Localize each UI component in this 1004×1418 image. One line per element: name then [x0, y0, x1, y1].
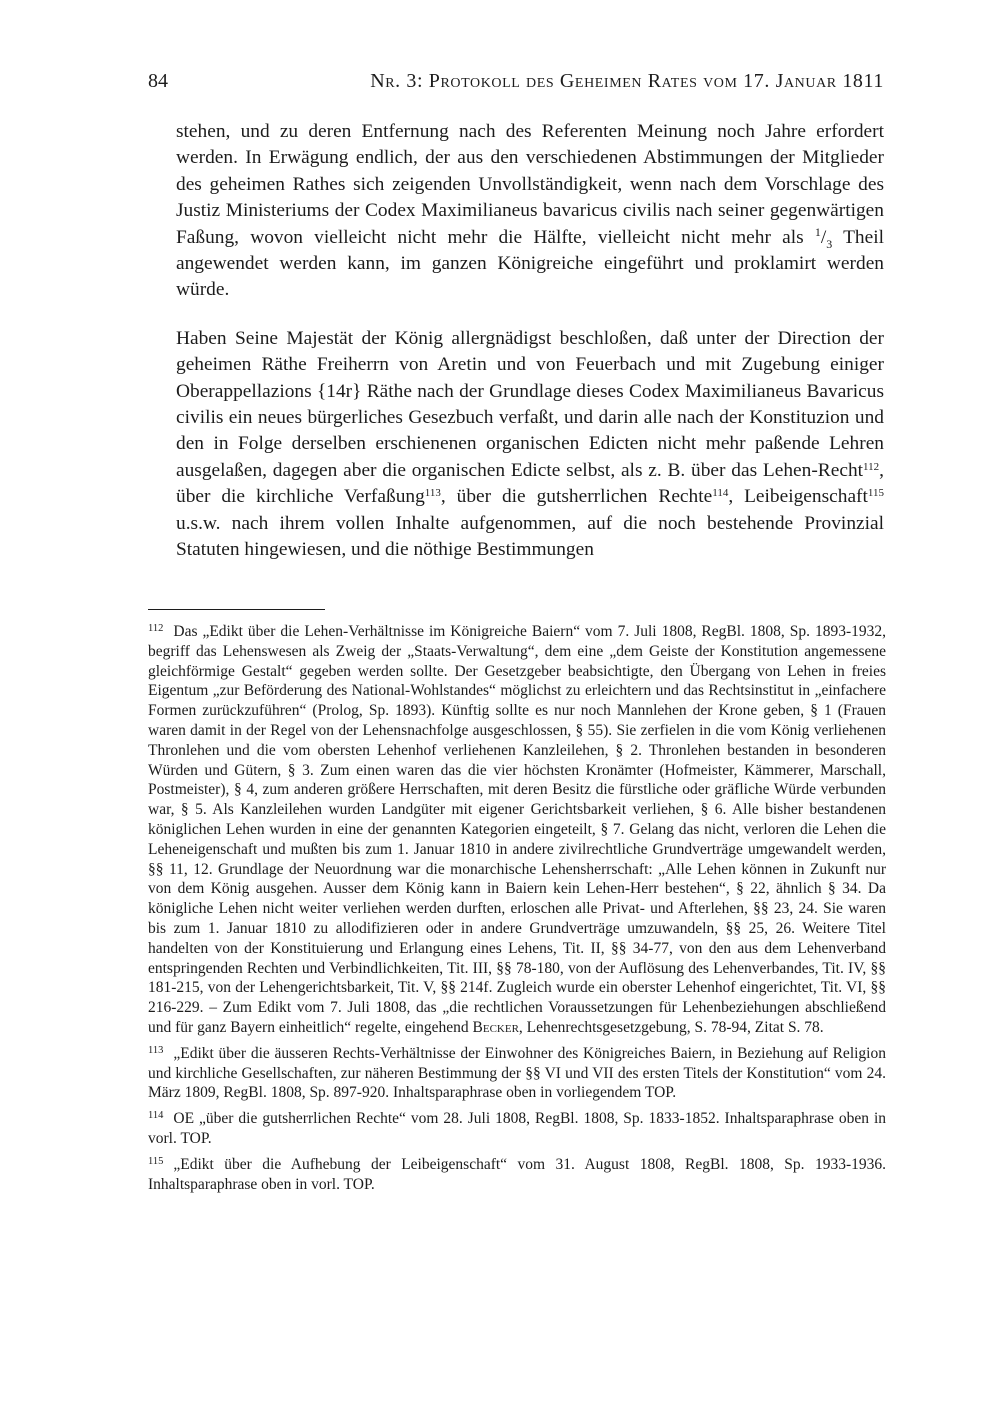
paragraph-2-text-a: Haben Seine Majestät der König allergnädigst beschloßen, daß unter der Direction der geheimen Räthe Freiherrn von Aretin und von Feuerbach und mit Zugebung einiger Oberappellazions {14r} Räthe nach der Grundlage dieses Codex Maximilianeus Bavaricus civilis ein neues bürgerliches Gesezbuch verfaßt, und darin alle nach der Konstituzion und den in Folge derselben erschienenen organischen Edicten nicht mehr paßende Lehren ausgelaßen, dagegen aber die organischen Edicte selbst, als z. B. über das Lehen-Recht: [176, 327, 884, 481]
footnote-text: „Edikt über die Aufhebung der Leibeigenschaft“ vom 31. August 1808, RegBl. 1808, Sp. 1933-1936. Inhaltsparaphrase oben in vorl. TOP.: [148, 1155, 886, 1193]
footnote-divider: [148, 609, 325, 610]
footnote-text: „Edikt über die äusseren Rechts-Verhältnisse der Einwohner des Königreiches Baiern, in Beziehung auf Religion und kirchliche Gesellschaften, zur näheren Bestimmung der §§ VI und VII des ersten Titels der Konstitution“ vom 24. März 1809, RegBl. 1808, Sp. 897-920. Inhaltsparaphrase oben in vorliegendem TOP.: [148, 1044, 886, 1102]
footnote-ref-112[interactable]: 112: [863, 460, 880, 473]
paragraph-1-text-a: stehen, und zu deren Entfernung nach des Referenten Meinung noch Jahre erfordert werden. In Erwägung endlich, der aus den verschiedenen Abstimmungen der Mitglieder des geheimen Rathes sich zeigenden Unvollständigkeit, wenn nach dem Vorschlage des Justiz Ministeriums der Codex Maximilianeus bavaricus civilis nach seiner gegenwärtigen Faßung, wovon vielleicht nicht mehr die Hälfte, vielleicht nicht mehr als: [176, 121, 884, 248]
paragraph-2: [176, 326, 884, 564]
page-header: [148, 66, 884, 96]
fraction-numerator: 1: [814, 224, 821, 239]
footnote-number: 112: [148, 623, 164, 634]
page-number: 84: [148, 70, 168, 92]
footnote-112: [148, 622, 886, 1038]
footnote-text: Das „Edikt über die Lehen-Verhältnisse im Königreiche Baiern“ vom 7. Juli 1808, RegBl. 1808, Sp. 1893-1932, begriff das Lehenswesen als Zweig der „Staats-Verwaltung“, dem eine „dem Geiste der Konstitution angemessene gleichförmige Gestalt“ gegeben werden sollte. Der Gesetzgeber beabsichtigte, den Übergang von Lehen in freies Eigentum „zur Beförderung des National-Wohlstandes“ möglichst zu erleichtern und das Rechtsinstitut in „einfachere Formen zurückzuführen“ (Prolog, Sp. 1893). Künftig sollte es nur noch Mannlehen der Krone geben, § 1 (Frauen waren damit in der Regel von der Lehensnachfolge ausgeschlossen, § 55). Sie zerfielen in die vom König verliehenen Thronlehen und die vom obersten Lehenhof verliehenen Kanzleilehen, § 2. Thronlehen bestanden in besonderen Würden und Gütern, § 3. Zum einen waren das die vier höchsten Kronämter (Hofmeister, Kämmerer, Marschall, Postmeister), § 4, zum anderen größere Herrschaften, mit deren Besitz die fürstliche oder gräfliche Würde verbunden war, § 5. Als Kanzleilehen wurden Landgüter mit eigener Gerichtsbarkeit verliehen, § 6. Alle bisher bestandenen königlichen Lehen wurden in eine der genannten Kategorien eingeteilt, § 7. Gelang das nicht, verloren die Lehen die Leheneigenschaft und mußten bis zum 1. Januar 1810 in andere zivilrechtliche Grundverträge umgewandelt werden, §§ 11, 12. Grundlage der Neuordnung war die monarchische Lehensherrschaft: „Alle Lehen können in Zukunft nur von dem König ausgehen. Ausser dem König kann in Baiern kein Lehen-Herr bestehen“, § 22, ähnlich § 34. Da königliche Lehen nicht weiter verliehen werden durften, erloschen alle Privat- und Afterlehen, §§ 23, 24. Sie waren bis zum 1. Januar 1810 zu allodifizieren oder in andere Grundverträge umzuwandeln, §§ 25, 26. Weitere Titel handelten von der Konstituierung und Erlangung eines Lehens, Tit. II, §§ 34-77, von den aus dem Lehenverband entspringenden Rechten und Verbindlichkeiten, Tit. III, §§ 78-180, von der Auflösung des Lehenverbandes, Tit. IV, §§ 181-215, von der Lehengerichtsbarkeit, Tit. V, §§ 214f. Zugleich wurde ein oberster Lehenhof eingerichtet, Tit. VI, §§ 216-229. – Zum Edikt vom 7. Juli 1808, das „die rechtlichen Voraussetzungen für Lehenbeziehungen abschließend und für ganz Bayern einheitlich“ regelte, eingehend: [148, 623, 886, 1036]
paragraph-2-text-c: , über die gutsherrlichen Rechte: [440, 486, 713, 508]
footnote-113: [148, 1044, 886, 1103]
footnote-114: [148, 1109, 886, 1149]
fraction-denominator: 3: [826, 236, 833, 251]
footnote-ref-114[interactable]: 114: [712, 487, 729, 500]
paragraph-2-text-e: u.s.w. nach ihrem vollen Inhalte aufgenommen, auf die noch bestehende Provinzial Statuten hingewiesen, und die nöthige Bestimmungen: [176, 512, 884, 561]
footnote-number: 114: [148, 1110, 164, 1122]
running-head: Nr. 3: Protokoll des Geheimen Rates vom 17. Januar 1811: [370, 70, 884, 92]
footnote-ref-113[interactable]: 113: [424, 487, 441, 500]
footnote-ref-115[interactable]: 115: [867, 487, 884, 500]
footnote-author: Becker: [472, 1018, 519, 1036]
footnote-115: [148, 1155, 886, 1195]
paragraph-1-text-b: Theil angewendet werden kann, im ganzen Königreiche eingeführt und proklamirt werden würde.: [176, 226, 884, 301]
paragraph-1: stehen, und zu deren Entfernung nach des Referenten Meinung noch Jahre erfordert werden. In Erwägung endlich, der aus den verschiedenen Abstimmungen der Mitglieder des geheimen Rathes sich zeigenden Unvollständigkeit, wenn nach dem Vorschlage des Justiz Ministeriums der Codex Maximilianeus bavaricus civilis nach seiner gegenwärtigen Faßung, wovon vielleicht nicht mehr die Hälfte, vielleicht nicht mehr als $^1/_3$ Theil angewendet werden kann, im ganzen Königreiche eingeführt und proklamirt werden würde.: [176, 121, 884, 301]
footnote-text-after: , Lehenrechtsgesetzgebung, S. 78-94, Zitat S. 78.: [518, 1018, 824, 1036]
paragraph-2-text-b: , über die kirchliche Verfaßung: [176, 459, 884, 508]
footnotes: [148, 622, 886, 1200]
footnote-number: 115: [148, 1155, 164, 1167]
paragraph-2-text-d: , Leibeigenschaft: [728, 486, 868, 508]
footnote-text: OE „über die gutsherrlichen Rechte“ vom 28. Juli 1808, RegBl. 1808, Sp. 1833-1852. Inhaltsparaphrase oben in vorl. TOP.: [148, 1110, 886, 1147]
footnote-number: 113: [148, 1044, 164, 1056]
main-text: [176, 119, 884, 564]
